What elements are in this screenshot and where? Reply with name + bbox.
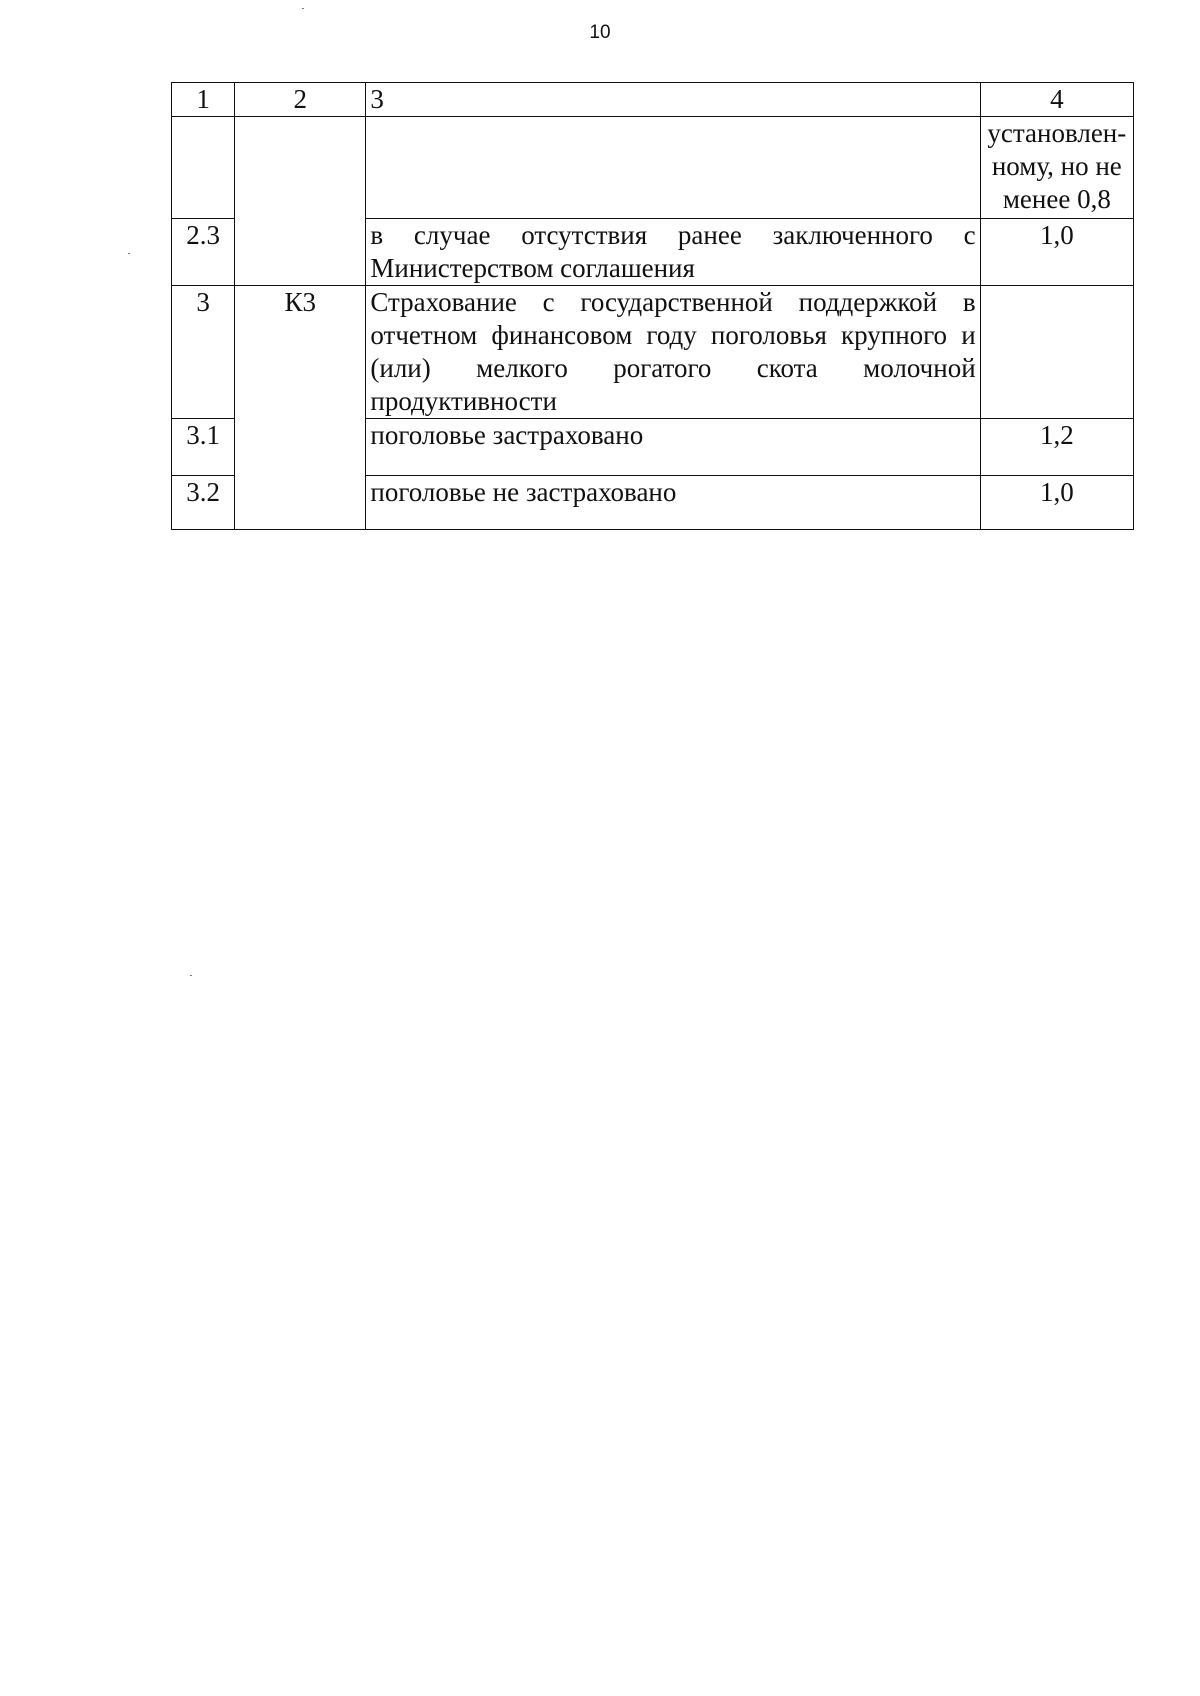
row-number: 3.2 — [172, 476, 235, 530]
row-value: 1,0 — [980, 219, 1133, 286]
row-value: 1,0 — [980, 476, 1133, 530]
row-description: Страхование с государственной поддержкой в отчетном финансовом году поголовья крупного и (или) мелкого рогатого скота молочной продуктивности — [366, 286, 980, 419]
row-value — [980, 286, 1133, 419]
page-number: 10 — [589, 22, 611, 43]
header-col-2: 2 — [235, 83, 366, 117]
table-row-3 — [172, 286, 1134, 419]
scan-speck — [302, 8, 304, 9]
table-row-continuation — [172, 117, 1134, 219]
header-col-4: 4 — [980, 83, 1133, 117]
row-code: К3 — [235, 286, 366, 530]
scan-speck — [190, 975, 192, 976]
row-number: 2.3 — [172, 219, 235, 286]
header-col-1: 1 — [172, 83, 235, 117]
row-description: поголовье не застраховано — [366, 476, 980, 530]
coefficients-table — [171, 82, 1134, 530]
row-number — [172, 117, 235, 219]
row-description — [366, 117, 980, 219]
row-number: 3 — [172, 286, 235, 419]
value-line: ному, но не — [991, 151, 1122, 181]
row-value: 1,2 — [980, 419, 1133, 476]
value-line: менее 0,8 — [1002, 184, 1111, 214]
table-header-row — [172, 83, 1134, 117]
row-value — [980, 117, 1133, 219]
row-description: в случае отсутствия ранее заключенного с Министерством соглашения — [366, 219, 980, 286]
header-col-3: 3 — [366, 83, 980, 117]
row-code — [235, 117, 366, 286]
row-description: поголовье застраховано — [366, 419, 980, 476]
value-line: установлен- — [987, 118, 1127, 148]
scan-speck — [128, 253, 130, 254]
row-number: 3.1 — [172, 419, 235, 476]
